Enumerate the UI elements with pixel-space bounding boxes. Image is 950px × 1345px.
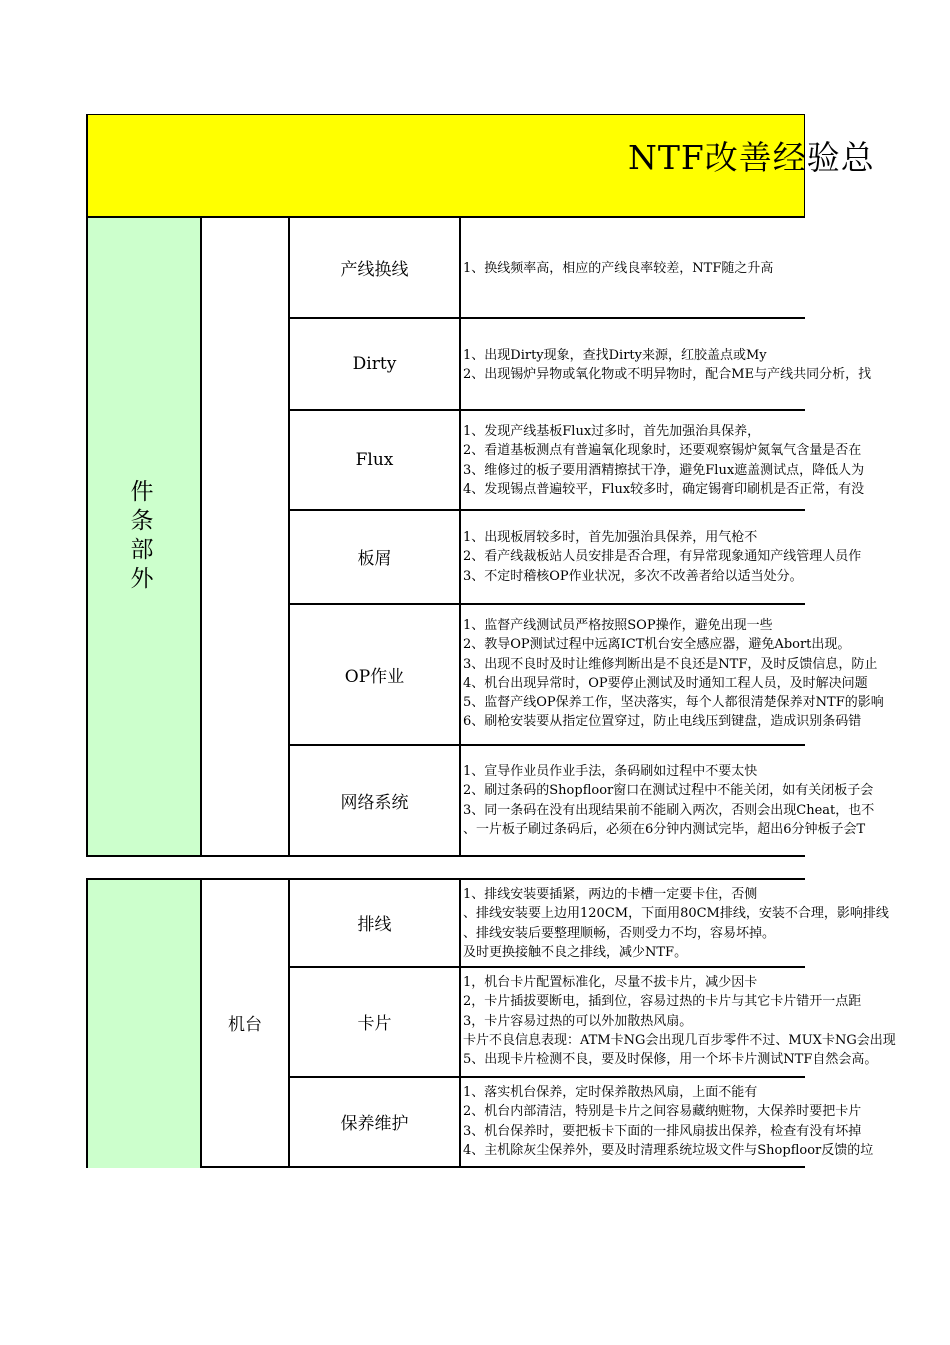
- row-label-maintenance: 保养维护: [340, 1114, 409, 1134]
- row-text-maintenance: 1、落实机台保养，定时保养散热风扇，上面不能有 2、机台内部清洁，特别是卡片之间容易藏纳赃物，大保养时要把卡片 3、机台保养时，要把板卡下面的一排风扇拔出保养，检查有没有坏掉 4、主机除灰尘保养外，要及时清理系统垃圾文件与Shopfloor反馈的垃: [463, 1085, 874, 1158]
- row-text-op-operation: 1、监督产线测试员严格按照SOP操作，避免出现一些 2、教导OP测试过程中远离ICT机台安全感应器，避免Abort出现。 3、出现不良时及时让维修判断出是不良还是NTF，及时反馈信息，防止 4、机台出现异常时，OP要停止测试及时通知工程人员，及时解决问题 5、监督产线OP保养工作，坚决落实，每个人都很清楚保养对NTF的影响 6、刷枪安装要从指定位置穿过，防止电线压到键盘，造成识别条码错: [463, 618, 884, 730]
- row-text-card: 1，机台卡片配置标准化，尽量不拔卡片，减少因卡 2，卡片插拔要断电，插到位，容易过热的卡片与其它卡片错开一点距 3，卡片容易过热的可以外加散热风扇。 卡片不良信息表现：ATM卡NG会出现几百步零件不过、MUX卡NG会出现 5、出现卡片检测不良，要及时保修，用一个坏卡片测试NTF自然会高。: [463, 975, 896, 1068]
- row-label-network-system: 网络系统: [340, 792, 409, 813]
- row-label-board-debris: 板屑: [357, 549, 392, 569]
- row-text-dirty: 1、出现Dirty现象，查找Dirty来源，红胶盖点或My 2、出现锡炉异物或氧化物或不明异物时，配合ME与产线共同分析，找: [463, 348, 872, 383]
- row-label-flux: Flux: [355, 449, 394, 470]
- row-text-cable: 1、排线安装要插紧，两边的卡槽一定要卡住，否侧 、排线安装要上边用120CM，下面用80CM排线，安装不合理，影响排线 、排线安装后要整理顺畅，否则受力不均，容易坏掉。 及时更换接触不良之排线，减少NTF。: [463, 887, 889, 960]
- row-label-dirty: Dirty: [352, 353, 397, 374]
- sheet-title: NTF改善经验总: [628, 138, 875, 177]
- category-cell-2: [87, 879, 200, 1168]
- row-label-card: 卡片: [357, 1014, 392, 1034]
- category-label: 件 条 部 外: [130, 479, 154, 592]
- subcategory-machine: 机台: [228, 1015, 262, 1035]
- row-label-cable: 排线: [357, 915, 392, 935]
- row-text-network-system: 1、宣导作业员作业手法，条码刷如过程中不要太快 2、刷过条码的Shopfloor窗口在测试过程中不能关闭，如有关闭板子会 3、同一条码在没有出现结果前不能刷入两次，否则会出现Cheat，也不 、一片板子刷过条码后，必须在6分钟内测试完毕，超出6分钟板子会T: [463, 764, 875, 837]
- row-text-board-debris: 1、出现板屑较多时，首先加强治具保养，用气枪不 2、看产线裁板站人员安排是否合理，有异常现象通知产线管理人员作 3、不定时稽核OP作业状况，多次不改善者给以适当处分。: [463, 530, 862, 584]
- row-text-line-change: 1、换线频率高，相应的产线良率较差，NTF随之升高: [463, 261, 774, 276]
- row-label-op-operation: OP作业: [344, 666, 405, 687]
- row-text-flux: 1、发现产线基板Flux过多时，首先加强治具保养， 2、看道基板测点有普遍氧化现象时，还要观察锡炉氮氧气含量是否在 3、维修过的板子要用酒精擦拭干净，避免Flux遮盖测试点，降低人为 4、发现锡点普遍较平，Flux较多时，确定锡膏印刷机是否正常，有没: [463, 424, 865, 497]
- row-label-line-change: 产线换线: [340, 260, 409, 280]
